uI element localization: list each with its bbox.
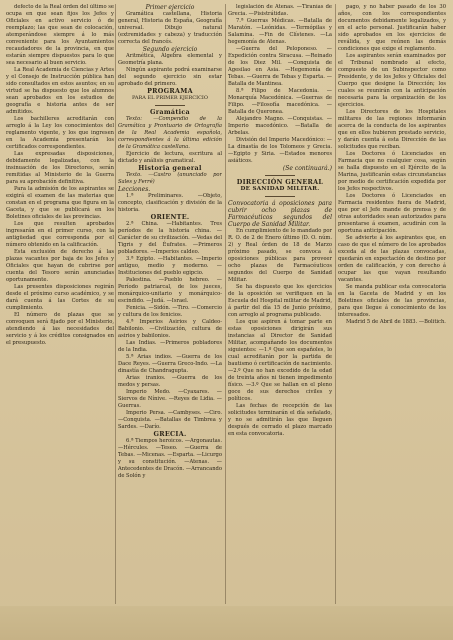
paragraph: Fenicia. —Sidón. —Tiro. —Comercio y cultura de los fenicios. — [118, 305, 222, 318]
paragraph: La Real Academia de Ciencias y Artes y el Consejo de Instrucción pública han sido consultados en estos asuntos; en su virtud se ha dispuesto que los alumnos sean aprobados en los estudios de geografía e historia antes de ser admitidos. — [6, 67, 114, 115]
paragraph: 1.ª Preliminares. —Objeto, concepto, clasificación y división de la historia. — [118, 193, 222, 213]
section-heading: Historia general — [138, 164, 202, 172]
continued-note: (Se continuará.) — [282, 165, 332, 172]
column-1 — [6, 4, 114, 604]
paragraph: Se advierte á los aspirantes que, en caso de que el número de los aprobados exceda al de las plazas convocadas, quedarán en expectación de destino por orden de calificación, y con derecho á ocupar las que vayan resultando vacantes. — [338, 235, 446, 283]
paragraph: Los Doctores ó Licenciados en Farmacia residentes fuera de Madrid, que por el Jefe mande de prensa y de otras autoridades sean autorizados para presentarse á examen, acudirán con la oportuna anticipación. — [338, 193, 446, 234]
paragraph: legislación de Atenas. —Tiranías de Grecia. —Pisistrátidas. — [228, 4, 332, 17]
paragraph: Los Doctores ó Licenciados en Farmacia que no cualquier cosa, según se halla dispuesto en el Ejército de la Marina, justificarán estas circunstancias por medio de certificación expedida por los Jefes respectivos. — [338, 151, 446, 192]
paragraph: Ejercicio de lectura, escritura al dictado y análisis gramatical. — [118, 151, 222, 164]
paragraph: Texto. —Castro (anunciado por Sales y Ferré) — [118, 172, 222, 185]
section-heading: Gramática — [150, 108, 190, 116]
paragraph: Los que aspiren á tomar parte en estas oposiciones dirigirán sus instancias al Director de Sanidad Militar, acompañando los documentos siguientes: —1.º Que son españoles, lo cual acreditarán por la partida de bautismo ó certificación de nacimiento. —2.º Que no han excedido de la edad de treinta años ni tienen impedimento físico. —3.º Que se hallan en el pleno goce de sus derechos civiles y políticos. — [228, 319, 332, 402]
signature-line: Madrid 5 de Abril de 1883. —Bolitich. — [346, 319, 446, 325]
paragraph: 6.ª Tiempos heroicos. —Argonautas. —Hércules. —Teseo. —Guerra de Tebas. —Micenas. —Esparta. —Licurgo y su constitución. —Atenas. —Antecedentes de Dracón. —Arrancando de Solón y — [118, 438, 222, 479]
section-heading: Lecciones. — [118, 186, 151, 193]
paragraph: Los bachilleres acreditarán con arreglo á la Ley los conocimientos del reglamento vigente, y los que ingresen en la Academia presentarán los certificados correspondientes. — [6, 116, 114, 150]
paragraph: Se manda publicar esta convocatoria en la Gaceta de Madrid y en los Boletines oficiales de las provincias, para que llegue á conocimiento de los interesados. — [338, 284, 446, 318]
paragraph: Los Directores de los Hospitales militares de las regiones informarán acerca de la conducta de los aspirantes que en ellos hubieren prestado servicio, y darán cuenta á esta Dirección de las solicitudes que reciban. — [338, 109, 446, 150]
column-rule — [115, 4, 116, 604]
program-title: PROGRAMA — [147, 87, 193, 95]
paragraph: Las presentes disposiciones regirán desde el próximo curso académico, y se dará cuenta á las Cortes de su cumplimiento. — [6, 284, 114, 311]
page-bottom-margin — [0, 606, 453, 640]
paragraph: División del Imperio Macedónico: —La dinastía de los Tolomeos y Grecia. —Egipto y Siria. —Estados menores asiáticos. — [228, 137, 332, 164]
program-subtitle: PARA EL PRIMER EJERCICIO — [131, 95, 209, 101]
article-title: DIRECCIÓN GENERAL — [236, 178, 324, 186]
paragraph: 4.ª Imperios Asirios y Caldeo-Babilonio. —Civilización, cultura de asirios y babilonios. — [118, 319, 222, 339]
paragraph: Los que resulten aprobados ingresarán en el primer curso, con la antigüedad que corresponda por el número obtenido en la calificación. — [6, 221, 114, 248]
paragraph: El número de plazas que se convoquen será fijado por el Ministerio, atendiendo á las necesidades del servicio y á los créditos consignados en el presupuesto. — [6, 312, 114, 346]
paragraph: Las Indias. —Primeros pobladores de la India. — [118, 340, 222, 353]
convocation-heading: Convocatoria á oposiciones para cubrir ocho plazas de Farmacéuticos segundos del Cuerpo de Sanidad Militar. — [228, 200, 332, 228]
paragraph: Aritmética, Álgebra elemental y Geometría plana. — [118, 53, 222, 66]
paragraph: Las fechas de recepción de las solicitudes terminarán el día señalado, y no se admitirán las que lleguen después de cerrado el plazo marcado en esta convocatoria. — [228, 403, 332, 437]
paragraph: Texto: —Compendio de la Gramática y Prontuario de Ortografía de la Real Academia española, correspondientes á la última edición de la Gramática castellana. — [118, 116, 222, 150]
paragraph: 5.ª Arias indios. —Guerra de los Dace Reyes. —Guerra Greco-Indo. —La dinastía de Chandragupta. — [118, 354, 222, 374]
paragraph: pago, y no haber pasado de los 30 años, con los correspondientes documentos debidamente legalizados, y en el acto personal. Justificarán haber sido aprobados en los ejercicios de reválida, y que reúnen las demás condiciones que exige el reglamento. — [338, 4, 446, 52]
paragraph: Alejandro Magno. —Conquistas. —Imperio macedónico. —Batalla de Arbelas. — [228, 116, 332, 136]
paragraph: 3.ª Egipto. —Habitantes. —Imperio antiguo, medio y moderno. —Instituciones del pueblo egipcio. — [118, 256, 222, 276]
paragraph: Imperio Persa. —Cambyses. —Ciro. —Conquista. —Batallas de Timbrea y Sardes. —Darío. — [118, 410, 222, 430]
column-2 — [118, 4, 222, 604]
section-heading: Segundo ejercicio — [142, 46, 198, 53]
paragraph: En cumplimiento de lo mandado por R. O. de 2 de Enero último (D. O. núm. 2) y Real órden de 18 de Marzo próximo pasado, se convoca á oposiciones públicas para proveer ocho plazas de Farmacéuticos segundos del Cuerpo de Sanidad Militar. — [228, 228, 332, 283]
divider — [265, 196, 295, 197]
article-subtitle: DE SANIDAD MILITAR. — [240, 186, 320, 192]
paragraph: Ningún aspirante podrá examinarse del segundo ejercicio sin estar aprobado del primero. — [118, 67, 222, 87]
paragraph: Esta exclusión de derecho á las plazas vacantes por baja de los Jefes y Oficiales que hayan de cubrirse por cuenta del Tesoro serán anunciadas oportunamente. — [6, 249, 114, 283]
column-4 — [338, 4, 446, 604]
column-rule — [225, 4, 226, 604]
column-rule — [335, 4, 336, 604]
paragraph: Los aspirantes serán examinados por el Tribunal nombrado al efecto, compuesto de un Subinspector como Presidente, y de los Jefes y Oficiales del Cuerpo que designe la Dirección; los cuales se reunirán con la anticipación necesaria para la organización de los ejercicios. — [338, 53, 446, 108]
divider — [265, 175, 295, 176]
paragraph: —Guerra del Peloponeso. —Expedición contra Siracusa. —Reinado de los Diez Mil. —Conquista de Agesilao en Asia. —Hegemonía de Tebas. —Guerra de Tebas y Esparta. —Batalla de Mantinea. — [228, 46, 332, 87]
section-heading: ORIENTE. — [150, 213, 190, 221]
divider — [155, 105, 185, 106]
paragraph: defecto de la Real órden del último se ocupa en que sean fijos los Jefes y Oficiales en activo servicio ó de reemplazo; las que sean de colocación, atemperándose siempre á lo más conveniente para los Ayuntamientos recaudadores de la provincia, en que estarán siempre dispuestos para lo que sea necesario al buen servicio. — [6, 4, 114, 66]
paragraph: Palestina. —Pueblo hebreo. —Período patriarcal, de los jueces, monárquico-unitario y monárquico-escindido. —Judá. —Israel. — [118, 277, 222, 304]
paragraph: Para la admisión de los aspirantes se exigirá el examen de las materias que constan en el programa que figura en la Gaceta, y que se publicará en los Boletines oficiales de las provincias. — [6, 186, 114, 220]
section-heading: GRECIA. — [153, 430, 187, 438]
paragraph: Imperio Medo. —Cyaxares. —Siervos de Nínive. —Reyes de Lidia. —Guerras. — [118, 389, 222, 409]
paragraph: Arias iranios. —Guerra de los medos y persas. — [118, 375, 222, 388]
section-heading: Primer ejercicio — [145, 4, 195, 11]
column-3 — [228, 4, 332, 604]
paragraph: Las expresadas disposiciones, debidamente legalizadas, con la insinuación de los Directores, serán remitidas al Ministerio de la Guerra para su aprobación definitiva. — [6, 151, 114, 185]
paragraph: Se ha dispuesto que los ejercicios de la oposición se verifiquen en la Escuela del Hospital militar de Madrid, á partir del día 15 de Junio próximo, con arreglo al programa publicado. — [228, 284, 332, 318]
paragraph: 7.ª Guerras Médicas. —Batalla de Maratón. —Leónidas. —Termópilas y Salamina. —Fin de Clístenes. —La hegemonía de Atenas. — [228, 18, 332, 45]
paragraph: 8.ª Filipo de Macedonia. —Monarquía Macedónica. —Guerras de Filipo. —Filosofía macedónica. —Batalla de Queronea. — [228, 88, 332, 115]
paragraph: 2.ª China. —Habitantes. Tres períodos de la historia china. —Carácter de su civilización. —Vedas del Tigris y del Éufrates. —Primeros pobladores. —Imperios caldeo. — [118, 221, 222, 255]
paragraph: Gramática castellana, Historia general, Historia de España, Geografía universal. Dibujo natural (extremidades y cabeza) y traducción correcta del francés. — [118, 11, 222, 45]
